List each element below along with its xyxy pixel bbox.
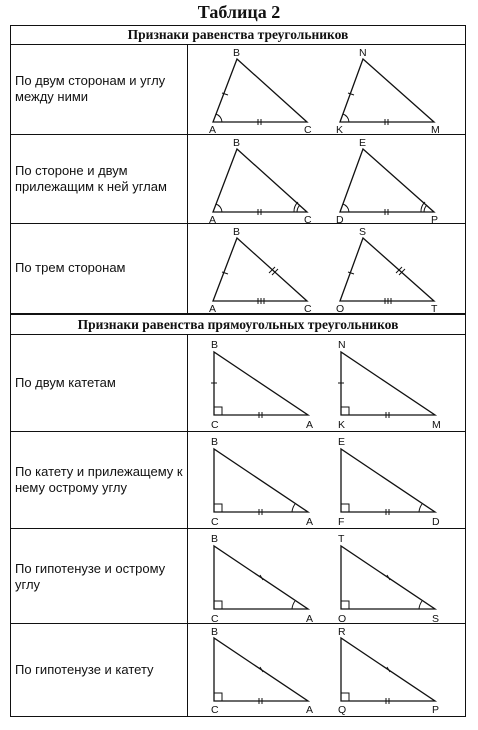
triangle-pair-diagram xyxy=(11,45,465,135)
row-label: По катету и прилежащему к нему острому углу xyxy=(15,464,183,495)
vertex-label: B xyxy=(211,436,219,448)
vertex-label: S xyxy=(359,226,367,238)
criteria-table xyxy=(10,25,466,717)
vertex-label: C xyxy=(211,613,219,624)
section-header-triangles: Признаки равенства треугольников xyxy=(11,26,465,45)
vertex-label: A xyxy=(306,516,314,528)
triangle-pair-diagram xyxy=(11,432,465,529)
triangle-pair-diagram xyxy=(11,624,465,716)
vertex-label: B xyxy=(233,226,241,238)
table-row xyxy=(11,135,465,224)
vertex-label: E xyxy=(338,436,346,448)
vertex-label: B xyxy=(233,137,241,149)
vertex-label: M xyxy=(431,124,440,135)
vertex-label: O xyxy=(336,303,345,314)
row-label: По двум сторонам и углу между ними xyxy=(15,73,166,104)
triangle-pair-diagram xyxy=(11,529,465,624)
vertex-label: A xyxy=(306,419,314,431)
vertex-label: K xyxy=(338,419,346,431)
vertex-label: C xyxy=(304,303,312,314)
vertex-label: B xyxy=(211,626,219,638)
table-row xyxy=(11,335,465,432)
row-label: По стороне и двум прилежащим к ней углам xyxy=(15,163,167,194)
vertex-label: M xyxy=(432,419,441,431)
table-row xyxy=(11,624,465,716)
row-label: По трем сторонам xyxy=(15,260,126,275)
vertex-label: T xyxy=(338,533,345,545)
vertex-label: S xyxy=(432,613,440,624)
table-row xyxy=(11,529,465,624)
vertex-label: R xyxy=(338,626,346,638)
vertex-label: A xyxy=(209,124,217,135)
vertex-label: D xyxy=(432,516,440,528)
table-row xyxy=(11,45,465,135)
vertex-label: C xyxy=(304,124,312,135)
row-label: По гипотенузе и катету xyxy=(15,662,154,677)
vertex-label: B xyxy=(233,47,241,59)
vertex-label: N xyxy=(359,47,367,59)
vertex-label: C xyxy=(304,214,312,224)
vertex-label: A xyxy=(209,303,217,314)
section-header-right-triangles: Признаки равенства прямоугольных треугольников xyxy=(11,314,465,335)
triangle-pair-diagram xyxy=(11,135,465,224)
vertex-label: A xyxy=(209,214,217,224)
vertex-label: Q xyxy=(338,704,347,716)
vertex-label: P xyxy=(431,214,439,224)
row-label: По двум катетам xyxy=(15,375,116,390)
vertex-label: O xyxy=(338,613,347,624)
vertex-label: A xyxy=(306,613,314,624)
triangle-pair-diagram xyxy=(11,224,465,314)
vertex-label: C xyxy=(211,419,219,431)
vertex-label: B xyxy=(211,533,219,545)
vertex-label: D xyxy=(336,214,344,224)
vertex-label: F xyxy=(338,516,345,528)
vertex-label: C xyxy=(211,704,219,716)
vertex-label: N xyxy=(338,339,346,351)
vertex-label: T xyxy=(431,303,438,314)
table-row xyxy=(11,432,465,529)
page-title: Таблица 2 xyxy=(197,2,281,22)
vertex-label: B xyxy=(211,339,219,351)
row-label: По гипотенузе и острому углу xyxy=(15,561,166,592)
table-row xyxy=(11,224,465,314)
vertex-label: P xyxy=(432,704,440,716)
vertex-label: E xyxy=(359,137,367,149)
vertex-label: K xyxy=(336,124,344,135)
vertex-label: A xyxy=(306,704,314,716)
triangle-pair-diagram xyxy=(11,335,465,432)
vertex-label: C xyxy=(211,516,219,528)
